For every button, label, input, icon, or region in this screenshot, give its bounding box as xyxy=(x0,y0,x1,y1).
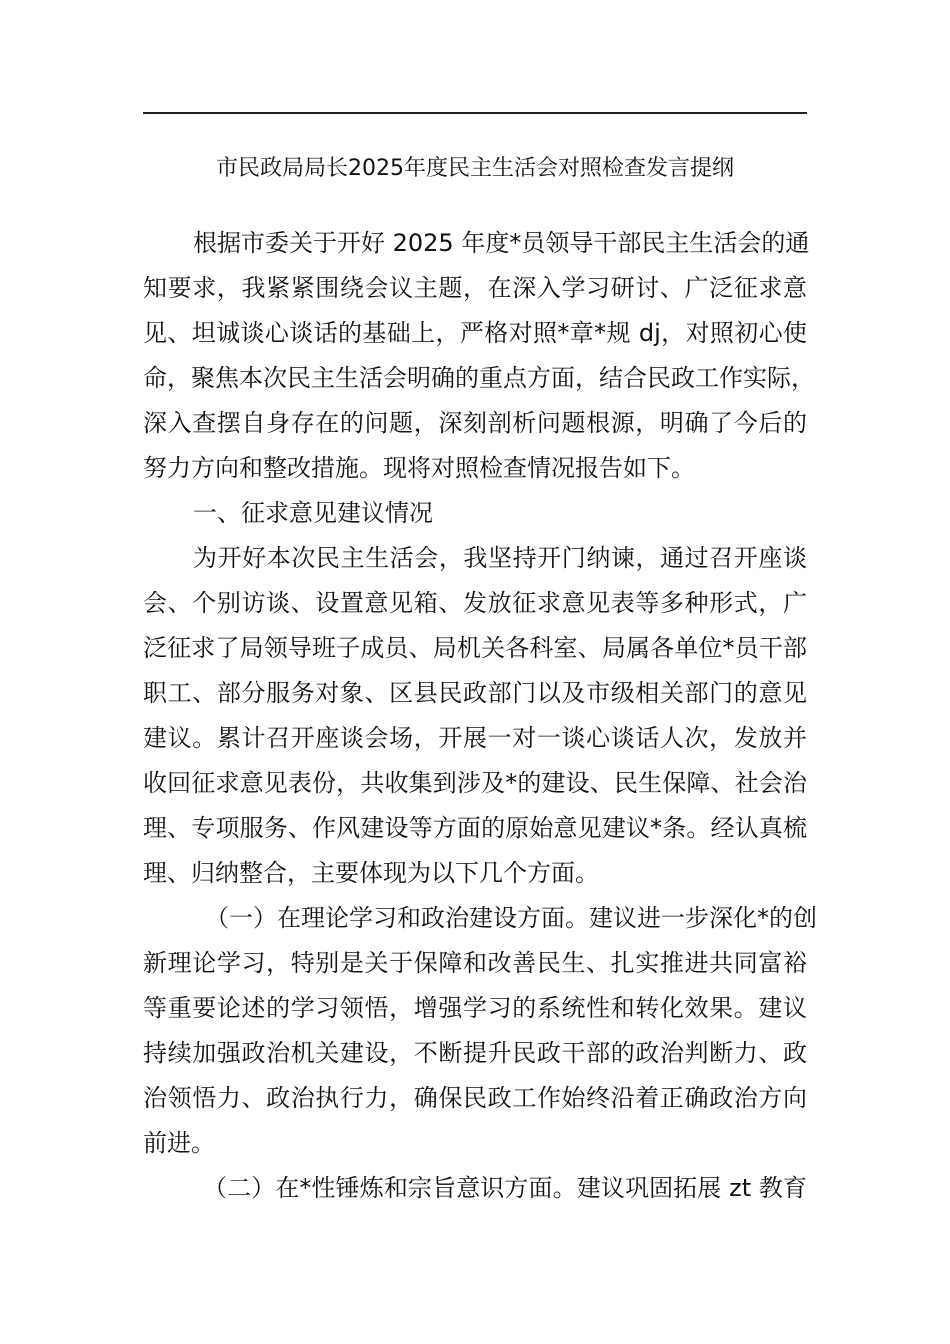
paragraph-line: 持续加强政治机关建设，不断提升民政干部的政治判断力、政 xyxy=(143,1039,807,1067)
paragraph-line: 根据市委关于开好 2025 年度*员领导干部民主生活会的通 xyxy=(193,229,810,257)
paragraph-line: 深入查摆自身存在的问题，深刻剖析问题根源，明确了今后的 xyxy=(143,409,807,437)
paragraph-line: 命，聚焦本次民主生活会明确的重点方面，结合民政工作实际， xyxy=(143,364,815,392)
paragraph-line: 职工、部分服务对象、区县民政部门以及市级相关部门的意见 xyxy=(143,679,807,707)
subsection-line: （一）在理论学习和政治建设方面。建议进一步深化*的创 xyxy=(205,904,817,932)
paragraph-line: 收回征求意见表份，共收集到涉及*的建设、民生保障、社会治 xyxy=(143,769,807,797)
paragraph-line: 会、个别访谈、设置意见箱、发放征求意见表等多种形式，广 xyxy=(143,589,807,617)
paragraph-line: 新理论学习，特别是关于保障和改善民生、扎实推进共同富裕 xyxy=(143,949,807,977)
paragraph-line: 为开好本次民主生活会，我坚持开门纳谏，通过召开座谈 xyxy=(193,544,807,572)
paragraph-line: 见、坦诚谈心谈话的基础上，严格对照*章*规 dj，对照初心使 xyxy=(143,319,807,347)
paragraph-line: 建议。累计召开座谈会场，开展一对一谈心谈话人次，发放并 xyxy=(143,724,807,752)
header-rule xyxy=(143,112,807,114)
paragraph-line: 等重要论述的学习领悟，增强学习的系统性和转化效果。建议 xyxy=(143,994,807,1022)
subsection-line: （二）在*性锤炼和宗旨意识方面。建议巩固拓展 zt 教育 xyxy=(203,1174,807,1202)
section-heading: 一、征求意见建议情况 xyxy=(193,499,433,527)
paragraph-line: 理、专项服务、作风建设等方面的原始意见建议*条。经认真梳 xyxy=(143,814,807,842)
document-title: 市民政局局长2025年度民主生活会对照检查发言提纲 xyxy=(216,156,734,181)
paragraph-line: 努力方向和整改措施。现将对照检查情况报告如下。 xyxy=(143,454,695,482)
paragraph-line: 泛征求了局领导班子成员、局机关各科室、局属各单位*员干部 xyxy=(143,634,807,662)
paragraph-line: 治领悟力、政治执行力，确保民政工作始终沿着正确政治方向 xyxy=(143,1084,807,1112)
paragraph-line: 前进。 xyxy=(143,1129,215,1157)
paragraph-line: 理、归纳整合，主要体现为以下几个方面。 xyxy=(143,859,599,887)
paragraph-line: 知要求，我紧紧围绕会议主题，在深入学习研讨、广泛征求意 xyxy=(143,274,807,302)
